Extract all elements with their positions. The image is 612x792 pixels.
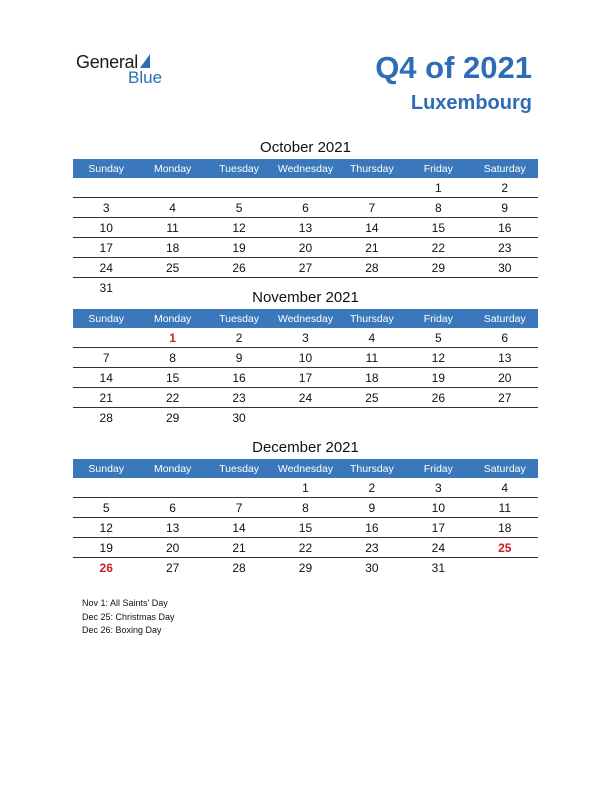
day-cell: 1 <box>272 478 338 498</box>
day-cell: 29 <box>165 410 180 425</box>
week-row <box>73 478 538 498</box>
day-cell: 16 <box>339 518 405 538</box>
day-cell: 7 <box>206 498 272 518</box>
day-cell: 26 <box>405 388 471 408</box>
day-cell: 9 <box>472 198 538 218</box>
weekday-header-wednesday: Wednesday <box>272 459 338 478</box>
day-cell: 9 <box>339 498 405 518</box>
week-row <box>73 368 538 388</box>
weekday-header-row <box>73 309 538 328</box>
day-cell: 18 <box>472 518 538 538</box>
day-cell: 26 <box>206 258 272 278</box>
day-cell: 4 <box>339 328 405 348</box>
month-december <box>73 437 538 577</box>
day-cell: 6 <box>472 328 538 348</box>
day-cell: 24 <box>73 258 139 278</box>
day-cell: 8 <box>405 198 471 218</box>
holiday-note: Dec 26: Boxing Day <box>82 625 162 635</box>
day-cell: 4 <box>472 478 538 498</box>
week-row <box>73 348 538 368</box>
day-cell: 19 <box>206 238 272 258</box>
day-cell: 7 <box>73 348 139 368</box>
weekday-header-wednesday: Wednesday <box>272 309 338 328</box>
day-cell: 1 <box>405 178 471 198</box>
day-cell: 24 <box>405 538 471 558</box>
month-title: October 2021 <box>260 139 351 156</box>
empty-day-cell <box>339 178 405 198</box>
week-row <box>73 538 538 558</box>
week-row <box>73 498 538 518</box>
day-cell: 11 <box>339 348 405 368</box>
day-cell: 20 <box>472 368 538 388</box>
weekday-header-wednesday: Wednesday <box>272 159 338 178</box>
day-cell: 29 <box>298 560 313 575</box>
empty-day-cell <box>206 478 272 498</box>
day-cell: 24 <box>272 388 338 408</box>
weekday-header-row <box>73 459 538 478</box>
empty-day-cell <box>139 478 205 498</box>
day-cell: 31 <box>431 560 445 575</box>
day-cell: 7 <box>339 198 405 218</box>
empty-day-cell <box>206 178 272 198</box>
holiday-notes <box>82 597 175 638</box>
weekday-header-row <box>73 159 538 178</box>
week-row <box>73 198 538 218</box>
day-cell: 27 <box>165 560 180 575</box>
day-cell: 27 <box>472 388 538 408</box>
day-cell: 4 <box>139 198 205 218</box>
weekday-header-sunday: Sunday <box>73 159 139 178</box>
weekday-header-saturday: Saturday <box>472 159 538 178</box>
day-cell: 25 <box>472 538 538 558</box>
empty-day-cell <box>405 408 471 428</box>
empty-day-cell <box>272 408 338 428</box>
calendar-grid <box>73 309 538 427</box>
day-cell: 8 <box>272 498 338 518</box>
day-cell: 18 <box>139 238 205 258</box>
day-cell: 5 <box>73 498 139 518</box>
day-cell: 22 <box>405 238 471 258</box>
empty-day-cell <box>139 178 205 198</box>
week-row <box>73 408 538 428</box>
day-cell: 29 <box>405 258 471 278</box>
weekday-header-tuesday: Tuesday <box>206 459 272 478</box>
logo-word-blue: Blue <box>128 68 163 87</box>
logo-triangle-icon <box>140 54 150 68</box>
day-cell: 26 <box>99 560 113 575</box>
weekday-header-tuesday: Tuesday <box>206 309 272 328</box>
week-row <box>73 258 538 278</box>
calendar-body <box>73 478 538 577</box>
day-cell: 25 <box>139 258 205 278</box>
empty-day-cell <box>272 178 338 198</box>
day-cell: 12 <box>405 348 471 368</box>
day-cell: 3 <box>272 328 338 348</box>
weekday-header-sunday: Sunday <box>73 309 139 328</box>
weekday-header-friday: Friday <box>405 309 471 328</box>
day-cell: 9 <box>206 348 272 368</box>
day-cell: 30 <box>232 410 246 425</box>
weekday-header-friday: Friday <box>405 159 471 178</box>
day-cell: 23 <box>472 238 538 258</box>
empty-day-cell <box>339 408 405 428</box>
day-cell: 14 <box>206 518 272 538</box>
empty-day-cell <box>73 328 139 348</box>
day-cell: 5 <box>206 198 272 218</box>
week-row <box>73 238 538 258</box>
weekday-header-monday: Monday <box>139 459 205 478</box>
weekday-header-thursday: Thursday <box>339 309 405 328</box>
day-cell: 10 <box>272 348 338 368</box>
day-cell: 16 <box>472 218 538 238</box>
weekday-header-monday: Monday <box>139 159 205 178</box>
month-november <box>73 287 538 427</box>
country-subtitle: Luxembourg <box>410 92 532 114</box>
day-cell: 28 <box>339 258 405 278</box>
day-cell: 2 <box>472 178 538 198</box>
day-cell: 6 <box>139 498 205 518</box>
day-cell: 30 <box>365 560 379 575</box>
week-row <box>73 558 538 578</box>
logo-word-general: General <box>76 52 138 72</box>
day-cell: 5 <box>405 328 471 348</box>
weekday-header-tuesday: Tuesday <box>206 159 272 178</box>
day-cell: 14 <box>339 218 405 238</box>
day-cell: 1 <box>139 328 205 348</box>
day-cell: 31 <box>99 280 113 295</box>
day-cell: 30 <box>472 258 538 278</box>
day-cell: 12 <box>206 218 272 238</box>
day-cell: 13 <box>139 518 205 538</box>
calendar-grid <box>73 159 538 297</box>
weekday-header-saturday: Saturday <box>472 309 538 328</box>
day-cell: 28 <box>99 410 113 425</box>
weekday-header-thursday: Thursday <box>339 459 405 478</box>
day-cell: 28 <box>232 560 246 575</box>
day-cell: 2 <box>339 478 405 498</box>
day-cell: 3 <box>405 478 471 498</box>
day-cell: 3 <box>73 198 139 218</box>
day-cell: 20 <box>272 238 338 258</box>
day-cell: 11 <box>472 498 538 518</box>
weekday-header-thursday: Thursday <box>339 159 405 178</box>
day-cell: 17 <box>272 368 338 388</box>
calendar-grid <box>73 459 538 577</box>
day-cell: 10 <box>73 218 139 238</box>
day-cell: 11 <box>139 218 205 238</box>
day-cell: 19 <box>73 538 139 558</box>
day-cell: 23 <box>206 388 272 408</box>
day-cell: 17 <box>405 518 471 538</box>
day-cell: 21 <box>73 388 139 408</box>
week-row <box>73 518 538 538</box>
empty-day-cell <box>73 478 139 498</box>
day-cell: 8 <box>139 348 205 368</box>
weekday-header-sunday: Sunday <box>73 459 139 478</box>
weekday-header-saturday: Saturday <box>472 459 538 478</box>
holiday-note: Dec 25: Christmas Day <box>82 611 175 622</box>
day-cell: 16 <box>206 368 272 388</box>
logo <box>76 52 176 88</box>
day-cell: 17 <box>73 238 139 258</box>
week-row <box>73 328 538 348</box>
day-cell: 12 <box>73 518 139 538</box>
day-cell: 22 <box>139 388 205 408</box>
day-cell: 18 <box>339 368 405 388</box>
calendar-body <box>73 328 538 427</box>
week-row <box>73 388 538 408</box>
page-title: Q4 of 2021 <box>375 50 532 85</box>
day-cell: 2 <box>206 328 272 348</box>
day-cell: 14 <box>73 368 139 388</box>
empty-day-cell <box>472 558 538 578</box>
day-cell: 6 <box>272 198 338 218</box>
day-cell: 15 <box>139 368 205 388</box>
day-cell: 15 <box>272 518 338 538</box>
day-cell: 22 <box>272 538 338 558</box>
day-cell: 23 <box>339 538 405 558</box>
week-row <box>73 218 538 238</box>
day-cell: 13 <box>272 218 338 238</box>
month-title: December 2021 <box>252 439 359 456</box>
month-october <box>73 137 538 297</box>
week-row <box>73 178 538 198</box>
empty-day-cell <box>472 408 538 428</box>
day-cell: 20 <box>139 538 205 558</box>
holiday-note: Nov 1: All Saints' Day <box>82 598 168 608</box>
weekday-header-friday: Friday <box>405 459 471 478</box>
day-cell: 21 <box>206 538 272 558</box>
month-title: November 2021 <box>252 289 359 306</box>
calendar-body <box>73 178 538 297</box>
day-cell: 21 <box>339 238 405 258</box>
day-cell: 13 <box>472 348 538 368</box>
day-cell: 15 <box>405 218 471 238</box>
weekday-header-monday: Monday <box>139 309 205 328</box>
day-cell: 25 <box>339 388 405 408</box>
day-cell: 19 <box>405 368 471 388</box>
empty-day-cell <box>73 178 139 198</box>
day-cell: 27 <box>272 258 338 278</box>
day-cell: 10 <box>405 498 471 518</box>
